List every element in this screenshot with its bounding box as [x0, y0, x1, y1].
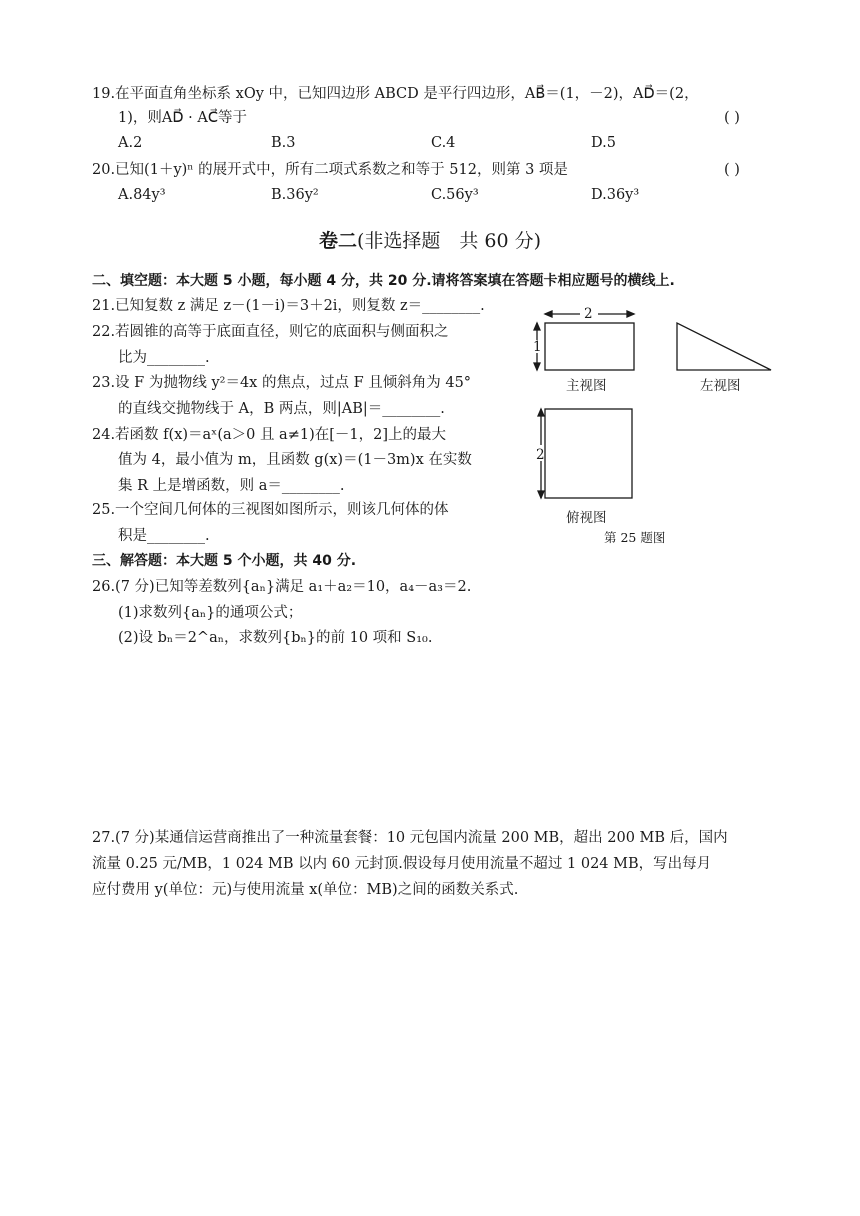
- q19-option-a: A.2: [118, 135, 143, 151]
- top-view-rect: [545, 409, 632, 498]
- top-view-label: 俯视图: [566, 510, 607, 526]
- q21-text: 21.已知复数 z 满足 z－(1－i)＝3＋2i，则复数 z＝________.: [92, 298, 485, 314]
- q24-line2: 值为 4，最小值为 m，且函数 g(x)＝(1－3m)x 在实数: [118, 452, 472, 468]
- q22-line2: 比为________.: [118, 350, 210, 366]
- q27-line2: 流量 0.25 元/MB，1 024 MB 以内 60 元封顶.假设每月使用流量不超过 1 024 MB，写出每月: [92, 856, 712, 872]
- q26-part1: (1)求数列{aₙ}的通项公式；: [118, 605, 303, 621]
- figure-caption: 第 25 题图: [604, 530, 666, 545]
- depth-dimension-label: 2: [536, 447, 545, 463]
- height-arrow-bottom: [534, 363, 540, 370]
- width-arrow-left: [545, 311, 552, 317]
- q24-line1: 24.若函数 f(x)＝aˣ(a＞0 且 a≠1)在[－1，2]上的最大: [92, 427, 447, 443]
- height-dimension-label: 1: [533, 339, 542, 355]
- q20-option-d: D.36y³: [591, 187, 640, 203]
- section3-heading: 三、解答题：本大题 5 个小题，共 40 分.: [92, 553, 357, 569]
- side-view-triangle: [677, 323, 771, 370]
- q27-line1: 27.(7 分)某通信运营商推出了一种流量套餐：10 元包国内流量 200 MB，超出 200 MB 后，国内: [92, 830, 728, 846]
- q23-line2: 的直线交抛物线于 A，B 两点，则|AB|＝________.: [118, 401, 445, 417]
- width-arrow-right: [627, 311, 634, 317]
- height-arrow-top: [534, 323, 540, 330]
- front-view-label: 主视图: [566, 378, 607, 394]
- q25-line2: 积是________.: [118, 528, 210, 544]
- width-dimension-label: 2: [584, 306, 593, 322]
- q19-option-b: B.3: [271, 135, 296, 151]
- q25-line1: 25.一个空间几何体的三视图如图所示，则该几何体的体: [92, 502, 449, 518]
- depth-arrow-top: [538, 409, 544, 416]
- q27-line3: 应付费用 y(单位：元)与使用流量 x(单位：MB)之间的函数关系式.: [92, 882, 519, 898]
- q26-part2: (2)设 bₙ＝2^aₙ，求数列{bₙ}的前 10 项和 S₁₀.: [118, 630, 433, 646]
- q20-option-b: B.36y²: [271, 187, 319, 203]
- q20-option-c: C.56y³: [431, 187, 479, 203]
- part2-title-bold: 卷二: [318, 230, 357, 252]
- q20-answer-paren: ( ): [724, 162, 740, 178]
- q20-line1: 20.已知(1＋y)ⁿ 的展开式中，所有二项式系数之和等于 512，则第 3 项是: [92, 162, 568, 178]
- q19-option-d: D.5: [591, 135, 616, 151]
- q19-answer-paren: ( ): [724, 110, 740, 126]
- q19-line2: 1)，则AD⃗ · AC⃗等于: [118, 110, 247, 126]
- front-view-rect: [545, 323, 634, 370]
- q19-line1: 19.在平面直角坐标系 xOy 中，已知四边形 ABCD 是平行四边形，AB⃗＝(1，－2)，AD⃗＝(2，: [92, 86, 699, 102]
- section2-heading: 二、填空题：本大题 5 小题，每小题 4 分，共 20 分.请将答案填在答题卡相应题号的横线上.: [92, 273, 675, 289]
- depth-arrow-bottom: [538, 491, 544, 498]
- q26-line1: 26.(7 分)已知等差数列{aₙ}满足 a₁＋a₂＝10，a₄－a₃＝2.: [92, 579, 472, 595]
- q19-option-c: C.4: [431, 135, 456, 151]
- q24-line3: 集 R 上是增函数，则 a＝________.: [118, 478, 345, 494]
- q23-line1: 23.设 F 为抛物线 y²＝4x 的焦点，过点 F 且倾斜角为 45°: [92, 375, 472, 391]
- q22-line1: 22.若圆锥的高等于底面直径，则它的底面积与侧面积之: [92, 324, 449, 340]
- side-view-label: 左视图: [700, 378, 741, 394]
- q20-option-a: A.84y³: [118, 187, 166, 203]
- part2-title-rest: (非选择题 共 60 分): [356, 230, 542, 252]
